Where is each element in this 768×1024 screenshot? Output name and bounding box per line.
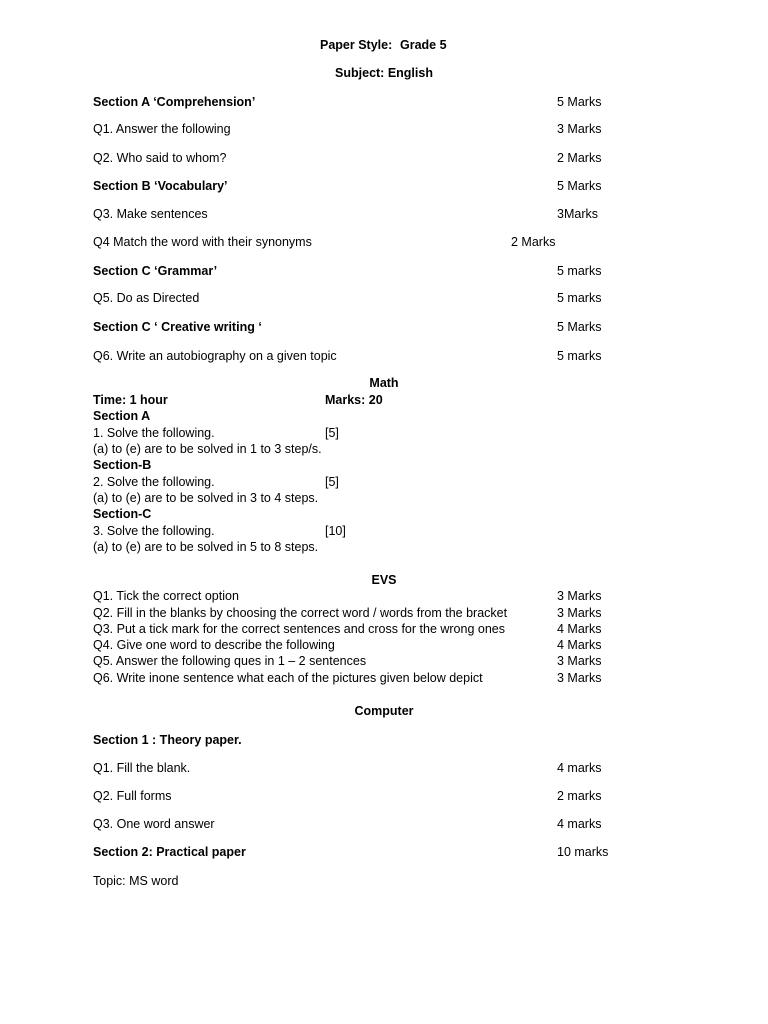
grade-label: Grade 5 <box>400 38 447 52</box>
math-q1: 1. Solve the following. <box>93 426 215 440</box>
computer-q3: Q3. One word answer <box>93 817 215 831</box>
evs-q1-marks: 3 Marks <box>557 589 602 603</box>
math-q1-marks: [5] <box>325 426 339 440</box>
evs-q2-marks: 3 Marks <box>557 606 602 620</box>
english-q3: Q3. Make sentences <box>93 207 208 221</box>
computer-section-2-marks: 10 marks <box>557 845 609 859</box>
english-q6: Q6. Write an autobiography on a given topic <box>93 349 337 363</box>
english-section-a-marks: 5 Marks <box>557 95 602 109</box>
computer-q3-marks: 4 marks <box>557 817 602 831</box>
math-q1-note: (a) to (e) are to be solved in 1 to 3 step/s. <box>93 442 322 456</box>
english-section-c-creative: Section C ‘ Creative writing ‘ <box>93 320 262 334</box>
math-time: Time: 1 hour <box>93 393 168 407</box>
computer-topic: Topic: MS word <box>93 874 179 888</box>
evs-q2: Q2. Fill in the blanks by choosing the correct word / words from the bracket <box>93 606 508 620</box>
evs-q3-marks: 4 Marks <box>557 622 602 636</box>
computer-section-2: Section 2: Practical paper <box>93 845 246 859</box>
english-section-c-grammar: Section C ‘Grammar’ <box>93 264 218 278</box>
math-q3: 3. Solve the following. <box>93 524 215 538</box>
evs-heading: EVS <box>371 573 397 587</box>
evs-q4: Q4. Give one word to describe the following <box>93 638 335 652</box>
evs-q6: Q6. Write inone sentence what each of the pictures given below depict <box>93 671 483 685</box>
evs-q5: Q5. Answer the following ques in 1 – 2 sentences <box>93 654 367 668</box>
math-heading: Math <box>369 376 399 390</box>
computer-q1: Q1. Fill the blank. <box>93 761 191 775</box>
english-q4-marks: 2 Marks <box>511 235 556 249</box>
computer-q2: Q2. Full forms <box>93 789 172 803</box>
math-q2-note: (a) to (e) are to be solved in 3 to 4 steps. <box>93 491 319 505</box>
math-q2-marks: [5] <box>325 475 339 489</box>
math-section-c: Section-C <box>93 507 152 521</box>
computer-q2-marks: 2 marks <box>557 789 602 803</box>
computer-section-1: Section 1 : Theory paper. <box>93 733 242 747</box>
math-section-a: Section A <box>93 409 151 423</box>
math-section-b: Section-B <box>93 458 152 472</box>
computer-heading: Computer <box>354 704 414 718</box>
english-q6-marks: 5 marks <box>557 349 602 363</box>
english-q3-marks: 3Marks <box>557 207 598 221</box>
evs-q6-marks: 3 Marks <box>557 671 602 685</box>
english-section-c-grammar-marks: 5 marks <box>557 264 602 278</box>
math-q2: 2. Solve the following. <box>93 475 215 489</box>
computer-q1-marks: 4 marks <box>557 761 602 775</box>
math-q3-marks: [10] <box>325 524 346 538</box>
english-section-a: Section A ‘Comprehension’ <box>93 95 256 109</box>
english-q2: Q2. Who said to whom? <box>93 151 227 165</box>
english-q5: Q5. Do as Directed <box>93 291 200 305</box>
english-section-c-creative-marks: 5 Marks <box>557 320 602 334</box>
evs-q4-marks: 4 Marks <box>557 638 602 652</box>
english-q2-marks: 2 Marks <box>557 151 602 165</box>
math-q3-note: (a) to (e) are to be solved in 5 to 8 steps. <box>93 540 319 554</box>
paper-style-label: Paper Style: <box>320 38 393 52</box>
english-q5-marks: 5 marks <box>557 291 602 305</box>
english-q1-marks: 3 Marks <box>557 122 602 136</box>
english-section-b: Section B ‘Vocabulary’ <box>93 179 228 193</box>
evs-q3: Q3. Put a tick mark for the correct sentences and cross for the wrong ones <box>93 622 505 636</box>
evs-q1: Q1. Tick the correct option <box>93 589 239 603</box>
subject-heading: Subject: English <box>335 66 433 80</box>
math-total-marks: Marks: 20 <box>325 393 383 407</box>
english-q4: Q4 Match the word with their synonyms <box>93 235 312 249</box>
english-section-b-marks: 5 Marks <box>557 179 602 193</box>
evs-q5-marks: 3 Marks <box>557 654 602 668</box>
english-q1: Q1. Answer the following <box>93 122 231 136</box>
